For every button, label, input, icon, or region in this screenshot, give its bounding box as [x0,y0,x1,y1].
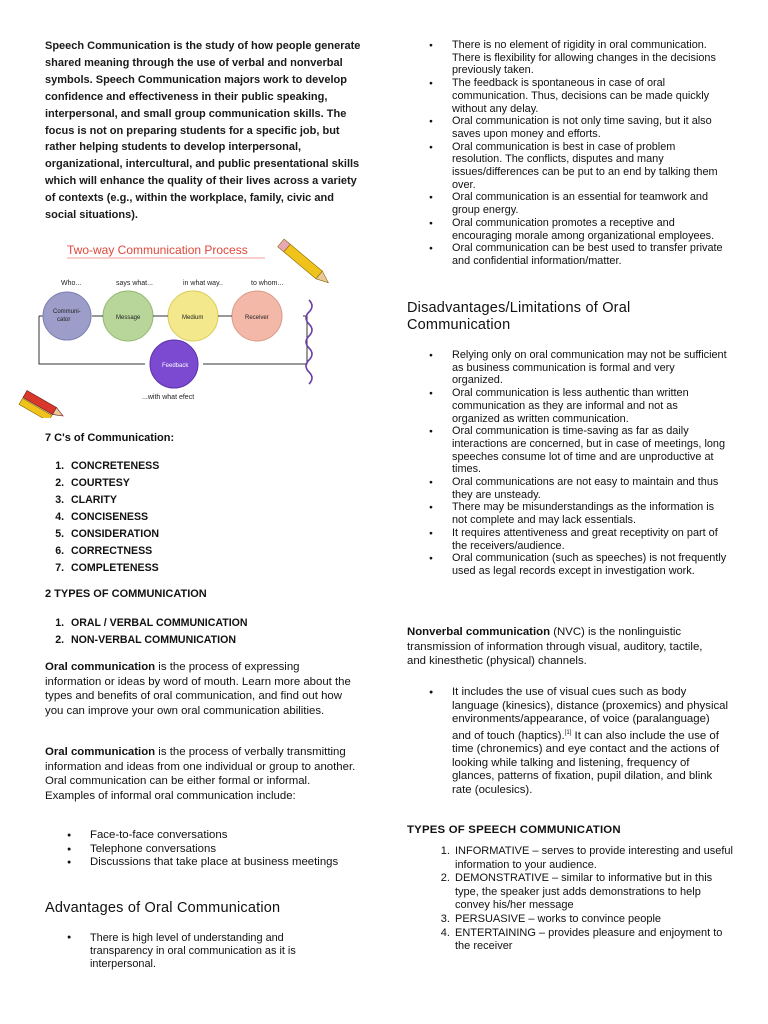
list-item: ● Telephone conversations [90,843,345,857]
list-item: 5. CONSIDERATION [67,526,159,543]
list-item [452,686,730,798]
nonverbal-lead: Nonverbal communication [407,626,551,638]
list-item: ● Relying only on oral communication may not be sufficient as business communication is formal and very organized. [452,349,727,387]
two-types-heading: 2 TYPES OF COMMUNICATION [45,588,207,600]
oral-paragraph-1 [45,660,357,718]
seven-cs-heading: 7 C's of Communication: [45,432,175,444]
list-item: 4. CONCISENESS [67,509,159,526]
diagram-label-who: Who... [61,280,82,287]
list-item: ● Oral communication (such as speeches) is not frequently used as legal records except in investigation work. [452,552,727,577]
citation[interactable]: [1] [564,729,572,736]
list-item: ● There is no element of rigidity in oral communication. There is flexibility for allowing changes in the decisions previously taken. [452,39,727,77]
communication-process-diagram [17,228,317,418]
oral1-lead: Oral communication [45,661,156,673]
informal-list [45,829,345,870]
list-item: ● Oral communication is less authentic than written communication as they are informal and not as organized as written communication. [452,387,727,425]
intro-lead: Speech Communication [45,40,171,52]
diagram-label-says-what: says what... [116,280,153,287]
node-feedback-label: Feedback [162,363,189,369]
list-item: ● Oral communication is not only time saving, but it also saves upon money and efforts. [452,115,727,140]
list-item: ● It requires attentiveness and great receptivity on part of the receivers/audience. [452,527,727,552]
list-item: 6. CORRECTNESS [67,543,159,560]
list-item: ● Oral communication is time-saving as far as daily interactions are concerned, but in case of meetings, long speeches consume lot of time and are unproductive at times. [452,425,727,476]
nonverbal-list [407,686,730,798]
oral1-text: is the process of expressing information or ideas by word of mouth. Learn more about the types and benefits of oral communication, and find out how you can improve your own oral communication abilities. [45,661,351,717]
disadvantages-heading: Disadvantages/Limitations of Oral Communication [407,300,631,333]
advantages-left-list [45,932,325,970]
list-item: 2. NON-VERBAL COMMUNICATION [67,632,248,649]
node-message-label: Message [116,315,141,321]
node-communicator-label-b: cator [57,317,71,323]
list-item: ● Oral communication promotes a receptive and encouraging morale among organizational employees. [452,217,727,242]
diagram-label-to-whom: to whom... [251,280,284,287]
advantages-right-list [407,39,727,268]
nonverbal-text: (NVC) is the nonlinguistic transmission of information through visual, auditory, tactile, and kinesthetic (physical) channels. [407,626,703,668]
list-item: ● Oral communication can be best used to transfer private and confidential information/matter. [452,242,727,267]
node-medium-label: Medium [182,315,204,321]
oral-paragraph-2 [45,745,361,803]
list-item: 3. PERSUASIVE – works to convince people [453,913,733,927]
list-item: ● Face-to-face conversations [90,829,345,843]
pencils-icon [19,391,65,418]
list-item: ● Oral communications are not easy to maintain and thus they are unsteady. [452,476,727,501]
node-communicator [43,292,91,340]
node-receiver-label: Receiver [245,315,269,321]
pencil-icon [278,239,329,287]
list-item: 4. ENTERTAINING – provides pleasure and enjoyment to the receiver [453,927,733,954]
nonverbal-bullet-a: It includes the use of visual cues such as body language (kinesics), distance (proxemics) and physical environments/appearance, of voice (paralanguage) and of touch (haptics). [452,686,729,742]
diagram-title: Two-way Communication Process [67,243,248,257]
advantages-heading: Advantages of Oral Communication [45,900,281,916]
list-item: 2. DEMONSTRATIVE – similar to informative but in this type, the speaker just adds demonstrations to help convey his/her message [453,872,733,913]
speech-types-list [407,845,733,954]
seven-cs-list [45,458,159,577]
nonverbal-paragraph [407,625,707,669]
speech-types-heading: TYPES OF SPEECH COMMUNICATION [407,824,621,836]
intro-paragraph [45,38,363,224]
list-item: 1. ORAL / VERBAL COMMUNICATION [67,615,248,632]
list-item: ● There is high level of understanding and transparency in oral communication as it is interpersonal. [90,932,325,970]
list-item: 3. CLARITY [67,492,159,509]
node-communicator-label-a: Communi- [53,309,81,315]
diagram-svg [17,228,329,418]
list-item: 1. CONCRETENESS [67,458,159,475]
two-types-list [45,615,248,649]
list-item: ● Oral communication is an essential for teamwork and group energy. [452,191,727,216]
list-item: 7. COMPLETENESS [67,560,159,577]
list-item: ● The feedback is spontaneous in case of oral communication. Thus, decisions can be made quickly without any delay. [452,77,727,115]
nonverbal-bullet-b: It can also include the use of time (chronemics) and eye contact and the actions of looking while talking and listening, frequency of glances, patterns of fixation, pupil dilation, and blink rate (oculesics). [452,729,720,796]
oral2-lead: Oral communication [45,746,156,758]
diagram-bottom-label: ...with what efect [142,394,195,401]
list-item: 1. INFORMATIVE – serves to provide interesting and useful information to your audience. [453,845,733,872]
list-item: ● Oral communication is best in case of problem resolution. The conflicts, disputes and many issues/differences can be put to an end by talking them over. [452,141,727,192]
disadvantages-list [407,349,727,578]
diagram-label-in-what-way: in what way.. [183,280,223,287]
list-item: 2. COURTESY [67,475,159,492]
oral2-text: is the process of verbally transmitting information and ideas from one individual or group to another. Oral communication can be either formal or informal. Examples of informal oral communication include: [45,746,356,802]
list-item: ● Discussions that take place at business meetings [90,856,345,870]
list-item: ● There may be misunderstandings as the information is not complete and may lack essentials. [452,501,727,526]
intro-text: is the study of how people generate shared meaning through the use of verbal and nonverbal symbols. Speech Communication majors work to develop confidence and effectiveness in their public speaking, interpersonal, and small group communication skills. The focus is not on preparing students for a specific job, but rather helping students to develop interpersonal, organizational, intercultural, and public presentational skills which will enhance the quality of their lives across a variety of contexts (e.g., within the workplace, family, civic and social situations). [45,40,361,222]
